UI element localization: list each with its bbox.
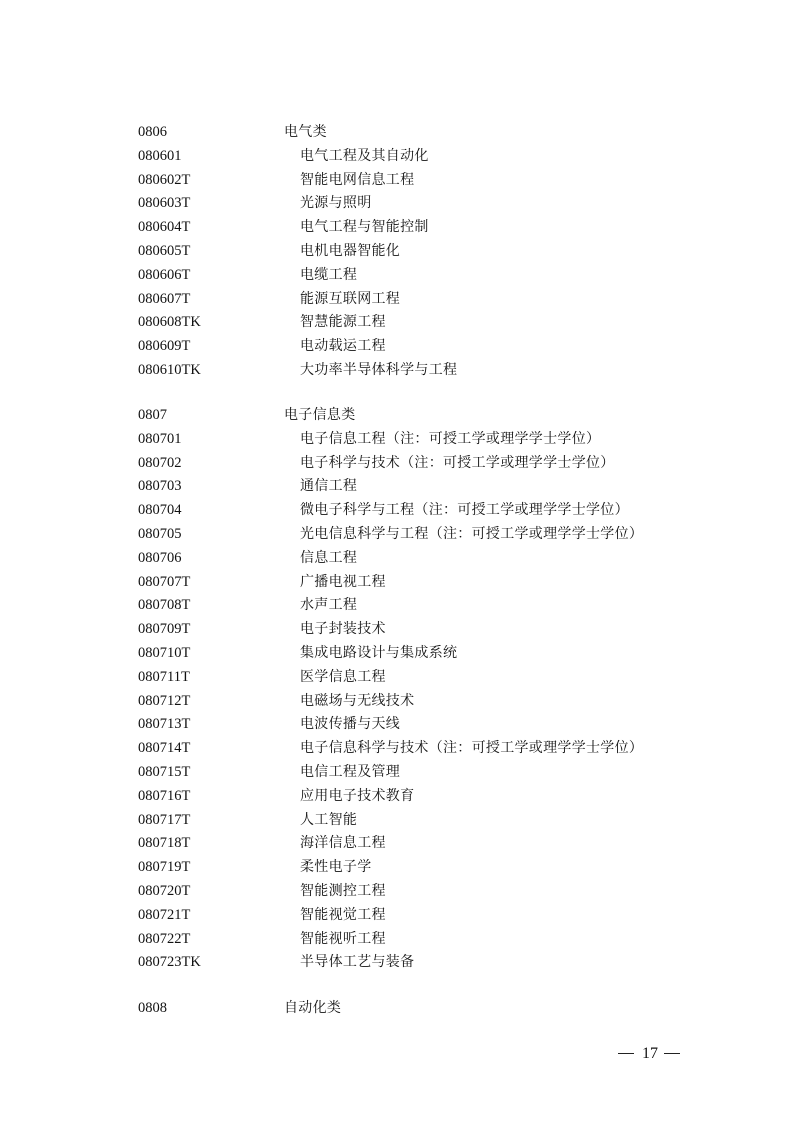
major-row	[0, 547, 800, 571]
major-row	[0, 832, 800, 856]
major-name: 集成电路设计与集成系统	[300, 644, 458, 661]
major-name: 人工智能	[300, 811, 358, 828]
major-name: 电信工程及管理	[300, 763, 401, 780]
major-name: 智能电网信息工程	[300, 171, 415, 188]
major-code: 080719T	[138, 859, 191, 876]
major-code: 080721T	[138, 906, 191, 923]
major-row	[0, 335, 800, 359]
category-name: 自动化类	[284, 1000, 342, 1016]
major-code: 080705	[138, 525, 182, 542]
major-row	[0, 571, 800, 595]
major-row	[0, 428, 800, 452]
major-row	[0, 523, 800, 547]
major-row	[0, 288, 800, 312]
major-row	[0, 145, 800, 169]
category-row	[0, 997, 800, 1021]
major-code: 080707T	[138, 573, 191, 590]
major-code: 080603T	[138, 195, 191, 212]
major-row	[0, 951, 800, 975]
major-name: 智能视觉工程	[300, 906, 386, 923]
major-name: 大功率半导体科学与工程	[300, 361, 458, 378]
major-row	[0, 690, 800, 714]
major-name: 信息工程	[300, 549, 358, 566]
major-row	[0, 856, 800, 880]
footer-dash-right	[664, 1053, 680, 1054]
major-row	[0, 761, 800, 785]
major-name: 电波传播与天线	[300, 716, 401, 733]
major-code: 080714T	[138, 740, 191, 757]
major-row	[0, 192, 800, 216]
category-row	[0, 121, 800, 145]
major-code: 080722T	[138, 930, 191, 947]
major-name: 智能测控工程	[300, 882, 386, 899]
major-code: 080715T	[138, 763, 191, 780]
major-row	[0, 642, 800, 666]
major-row	[0, 359, 800, 383]
major-code: 080702	[138, 454, 182, 471]
major-code: 080706	[138, 549, 182, 566]
major-name: 电子封装技术	[300, 621, 386, 638]
section-0806	[0, 121, 800, 383]
major-name: 电子信息工程（注：可授工学或理学学士学位）	[300, 430, 601, 447]
major-code: 080704	[138, 502, 182, 519]
category-row	[0, 404, 800, 428]
major-code: 080604T	[138, 219, 191, 236]
major-name: 海洋信息工程	[300, 835, 386, 852]
major-name: 电缆工程	[300, 266, 358, 283]
major-code: 080711T	[138, 668, 190, 685]
category-code: 0806	[138, 124, 167, 140]
major-code: 080713T	[138, 716, 191, 733]
major-name: 水声工程	[300, 597, 358, 614]
major-code: 080710T	[138, 644, 191, 661]
major-code: 080607T	[138, 290, 191, 307]
major-row	[0, 311, 800, 335]
major-name: 医学信息工程	[300, 668, 386, 685]
major-row	[0, 666, 800, 690]
major-name: 智慧能源工程	[300, 314, 386, 331]
major-row	[0, 452, 800, 476]
section-0808	[0, 997, 800, 1021]
major-row	[0, 475, 800, 499]
major-name: 电机电器智能化	[300, 242, 401, 259]
category-name: 电子信息类	[284, 407, 356, 423]
major-row	[0, 904, 800, 928]
major-name: 电子科学与技术（注：可授工学或理学学士学位）	[300, 454, 615, 471]
major-code: 080602T	[138, 171, 191, 188]
major-code: 080712T	[138, 692, 191, 709]
major-code: 080608TK	[138, 314, 201, 331]
major-name: 电磁场与无线技术	[300, 692, 415, 709]
major-code: 080723TK	[138, 954, 201, 971]
section-0807	[0, 404, 800, 975]
major-name: 电子信息科学与技术（注：可授工学或理学学士学位）	[300, 740, 644, 757]
major-code: 080718T	[138, 835, 191, 852]
major-row	[0, 216, 800, 240]
major-code: 080601	[138, 147, 182, 164]
major-code: 080720T	[138, 882, 191, 899]
major-code: 080609T	[138, 338, 191, 355]
major-row	[0, 809, 800, 833]
category-code: 0808	[138, 1000, 167, 1016]
major-row	[0, 737, 800, 761]
page-footer	[0, 1042, 800, 1066]
major-row	[0, 713, 800, 737]
major-row	[0, 169, 800, 193]
category-code: 0807	[138, 407, 167, 423]
major-row	[0, 240, 800, 264]
footer-dash-left	[618, 1053, 634, 1054]
major-name: 应用电子技术教育	[300, 787, 415, 804]
major-row	[0, 880, 800, 904]
major-name: 通信工程	[300, 478, 358, 495]
major-code: 080716T	[138, 787, 191, 804]
major-code: 080708T	[138, 597, 191, 614]
major-name: 微电子科学与工程（注：可授工学或理学学士学位）	[300, 502, 629, 519]
major-code: 080709T	[138, 621, 191, 638]
category-name: 电气类	[284, 124, 327, 140]
major-name: 光电信息科学与工程（注：可授工学或理学学士学位）	[300, 525, 644, 542]
major-row	[0, 264, 800, 288]
major-row	[0, 618, 800, 642]
major-row	[0, 928, 800, 952]
major-name: 电气工程及其自动化	[300, 147, 429, 164]
major-code: 080606T	[138, 266, 191, 283]
major-name: 智能视听工程	[300, 930, 386, 947]
major-code: 080701	[138, 430, 182, 447]
major-name: 柔性电子学	[300, 859, 372, 876]
major-code: 080703	[138, 478, 182, 495]
major-code: 080717T	[138, 811, 191, 828]
page-number: 17	[642, 1045, 658, 1062]
major-name: 电气工程与智能控制	[300, 219, 429, 236]
major-name: 电动载运工程	[300, 338, 386, 355]
major-code: 080605T	[138, 242, 191, 259]
major-code: 080610TK	[138, 361, 201, 378]
major-row	[0, 594, 800, 618]
major-name: 广播电视工程	[300, 573, 386, 590]
major-name: 半导体工艺与装备	[300, 954, 415, 971]
major-name: 光源与照明	[300, 195, 372, 212]
major-name: 能源互联网工程	[300, 290, 401, 307]
major-row	[0, 499, 800, 523]
major-row	[0, 785, 800, 809]
